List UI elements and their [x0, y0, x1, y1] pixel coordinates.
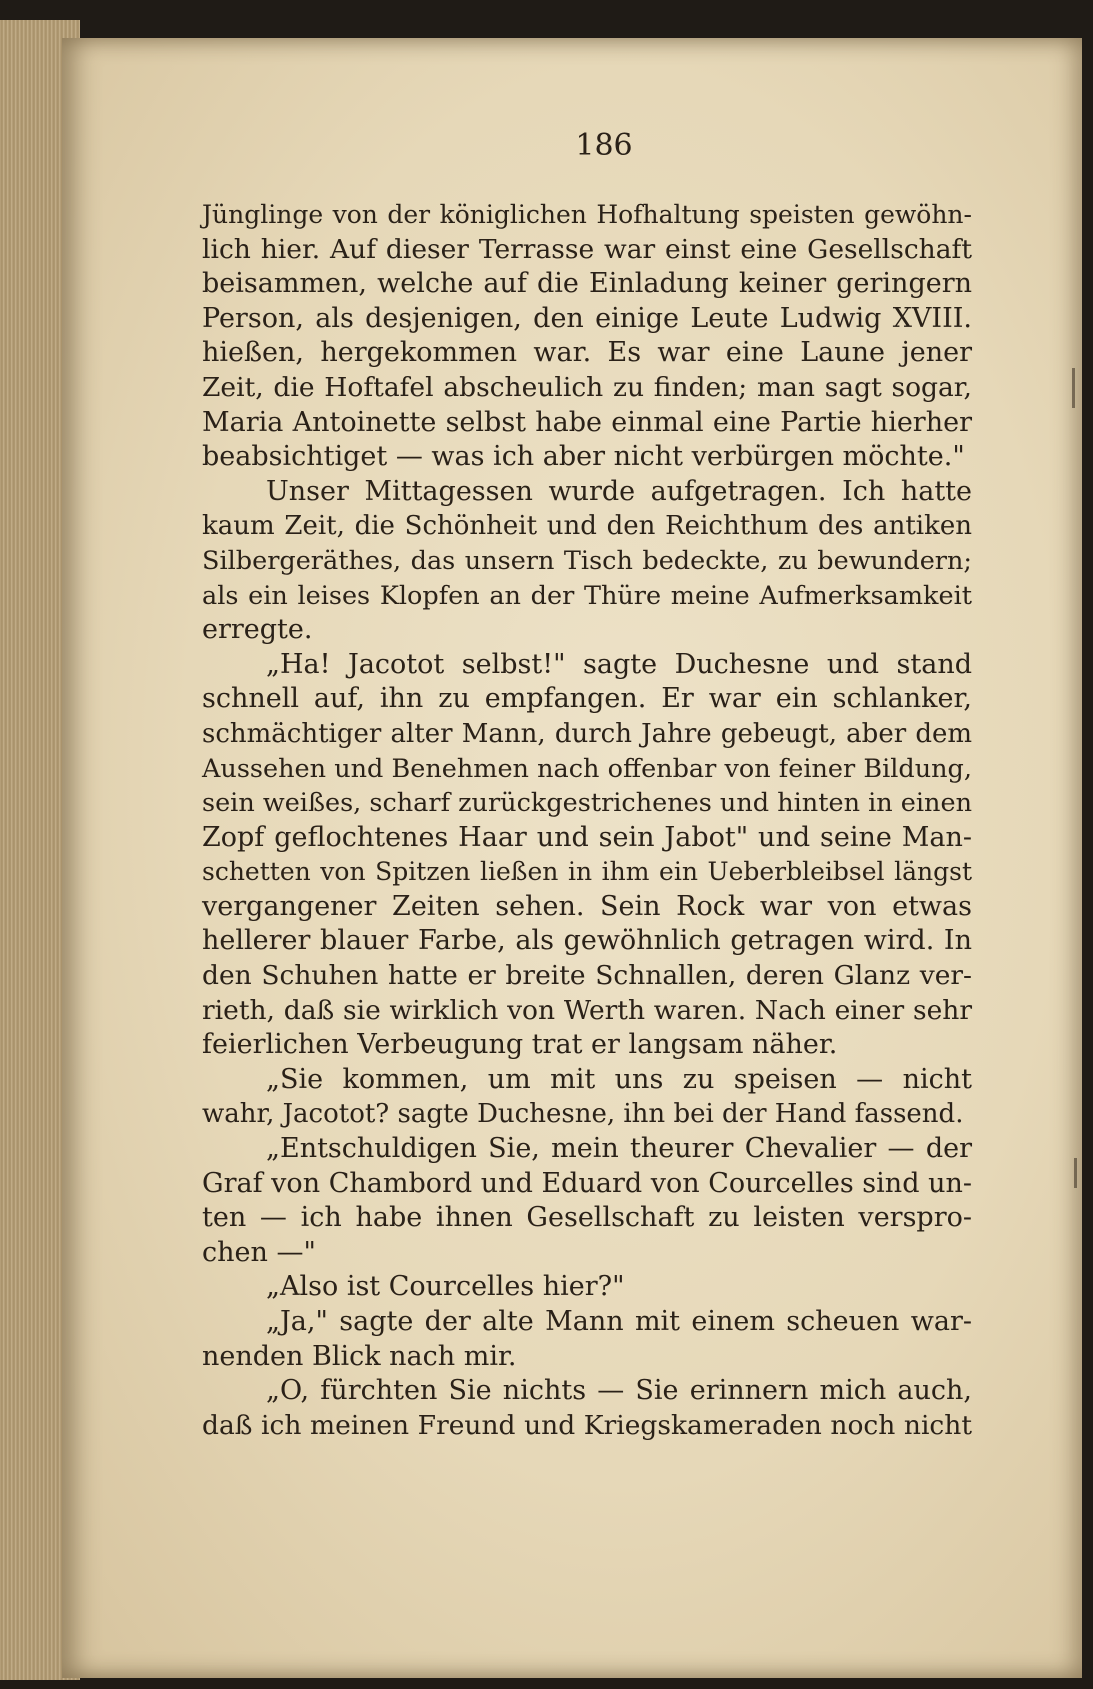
text-line: kaum Zeit, die Schönheit und den Reichthum des antiken	[202, 511, 972, 542]
text-line: vergangener Zeiten sehen. Sein Rock war von etwas	[202, 890, 972, 922]
text-line: schnell auf, ihn zu empfangen. Er war ein schlanker,	[202, 683, 972, 715]
text-line: schmächtiger alter Mann, durch Jahre gebeugt, aber dem	[202, 718, 972, 749]
text-line: „Sie kommen, um mit uns zu speisen — nicht	[266, 1063, 972, 1095]
text-line: chen —"	[202, 1236, 316, 1268]
text-line: sein weißes, scharf zurückgestrichenes und hinten in einen	[202, 788, 972, 819]
text-line: beabsichtiget — was ich aber nicht verbürgen möchte."	[202, 441, 965, 473]
text-line: Maria Antoinette selbst habe einmal eine Partie hierher	[202, 406, 972, 438]
text-line: „Ja," sagte der alte Mann mit einem scheuen war-	[266, 1306, 972, 1337]
text-line: schetten von Spitzen ließen in ihm ein Ueberbleibsel längst	[202, 857, 972, 887]
text-line: Jünglinge von der königlichen Hofhaltung speisten gewöhn-	[202, 200, 972, 229]
text-line: Zeit, die Hoftafel abscheulich zu finden; man sagt sogar,	[202, 371, 972, 403]
text-line: erregte.	[202, 614, 313, 646]
text-line: lich hier. Auf dieser Terrasse war einst eine Gesellschaft	[202, 233, 972, 265]
text-line: nenden Blick nach mir.	[202, 1340, 517, 1372]
text-line: als ein leises Klopfen an der Thüre meine Aufmerksamkeit	[202, 580, 972, 611]
text-line: wahr, Jacotot? sagte Duchesne, ihn bei der Hand fassend.	[202, 1099, 964, 1130]
text-line: hießen, hergekommen war. Es war eine Laune jener	[202, 337, 972, 369]
text-line: daß ich meinen Freund und Kriegskameraden noch nicht	[202, 1409, 972, 1441]
text-line: „O, fürchten Sie nichts — Sie erinnern mich auch,	[266, 1375, 972, 1407]
text-line: Aussehen und Benehmen nach offenbar von feiner Bildung,	[202, 753, 972, 784]
text-line: Graf von Chambord und Eduard von Courcelles sind un-	[202, 1167, 972, 1199]
page-number: 186	[575, 128, 633, 163]
text-line: „Entschuldigen Sie, mein theurer Chevalier — der	[266, 1133, 972, 1165]
margin-mark	[1074, 1158, 1077, 1188]
text-line: beisammen, welche auf die Einladung keiner geringern	[202, 268, 972, 300]
text-line: rieth, daß sie wirklich von Werth waren. Nach einer sehr	[202, 994, 972, 1026]
text-line: „Also ist Courcelles hier?"	[266, 1271, 625, 1303]
text-line: ten — ich habe ihnen Gesellschaft zu leisten verspro-	[202, 1202, 972, 1234]
text-line: den Schuhen hatte er breite Schnallen, deren Glanz ver-	[202, 960, 972, 992]
text-line: „Ha! Jacotot selbst!" sagte Duchesne und stand	[266, 648, 972, 680]
text-line: feierlichen Verbeugung trat er langsam näher.	[202, 1029, 838, 1061]
text-line: Zopf geflochtenes Haar und sein Jabot" und seine Man-	[202, 821, 972, 853]
text-line: Unser Mittagessen wurde aufgetragen. Ich hatte	[266, 475, 972, 507]
text-line: Person, als desjenigen, den einige Leute Ludwig XVIII.	[202, 302, 972, 334]
margin-mark	[1072, 368, 1075, 408]
text-line: hellerer blauer Farbe, als gewöhnlich getragen wird. In	[202, 925, 972, 957]
text-line: Silbergeräthes, das unsern Tisch bedeckte, zu bewundern;	[202, 545, 972, 576]
book-page	[62, 38, 1082, 1678]
body-text	[202, 198, 972, 1443]
